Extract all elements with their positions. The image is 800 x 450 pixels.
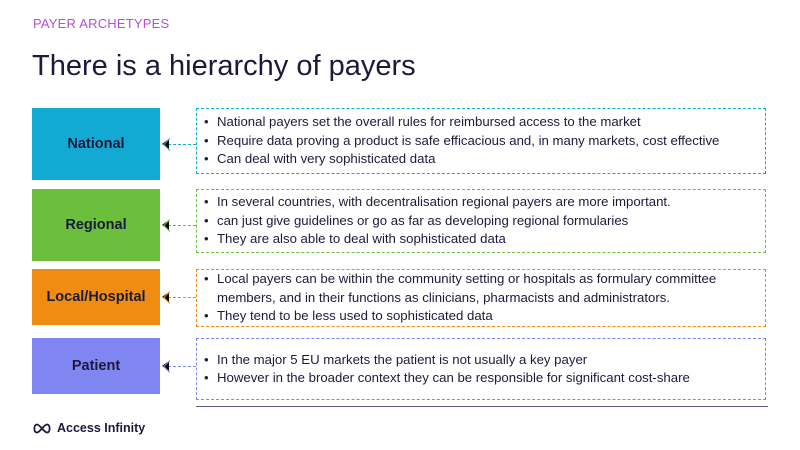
payer-label: National (32, 108, 160, 180)
bullet-item: • can just give guidelines or go as far as developing regional formularies (203, 212, 757, 231)
bullet-item: • In several countries, with decentralisation regional payers are more important. (203, 193, 757, 212)
brand-name: Access Infinity (57, 421, 146, 435)
payer-description (196, 338, 766, 400)
bullet-item: • They tend to be less used to sophisticated data (203, 307, 757, 326)
payer-row (32, 108, 772, 180)
page-title: There is a hierarchy of payers (32, 50, 416, 82)
payer-description (196, 189, 766, 253)
bullet-list (203, 351, 757, 388)
infinity-icon (32, 423, 52, 434)
brand (32, 421, 145, 435)
kicker: PAYER ARCHETYPES (33, 16, 170, 31)
payer-label: Patient (32, 338, 160, 394)
payer-label: Regional (32, 189, 160, 261)
bullet-list (203, 193, 757, 249)
bullet-item: • They are also able to deal with sophisticated data (203, 230, 757, 249)
bullet-item: • National payers set the overall rules for reimbursed access to the market (203, 113, 757, 132)
payer-row (32, 269, 772, 327)
bullet-item: • Can deal with very sophisticated data (203, 150, 757, 169)
bullet-item: • Local payers can be within the community setting or hospitals as formulary committee members, and in their functions as clinicians, pharmacists and administrators. (203, 270, 757, 307)
payer-row (32, 338, 772, 400)
payer-label: Local/Hospital (32, 269, 160, 325)
payer-description (196, 108, 766, 174)
payer-row (32, 189, 772, 261)
payer-description (196, 269, 766, 327)
bullet-item: • In the major 5 EU markets the patient is not usually a key payer (203, 351, 757, 370)
footer-rule (196, 406, 768, 407)
bullet-list (203, 270, 757, 326)
bullet-list (203, 113, 757, 169)
bullet-item: • Require data proving a product is safe efficacious and, in many markets, cost effective (203, 132, 757, 151)
bullet-item: • However in the broader context they can be responsible for significant cost-share (203, 369, 757, 388)
